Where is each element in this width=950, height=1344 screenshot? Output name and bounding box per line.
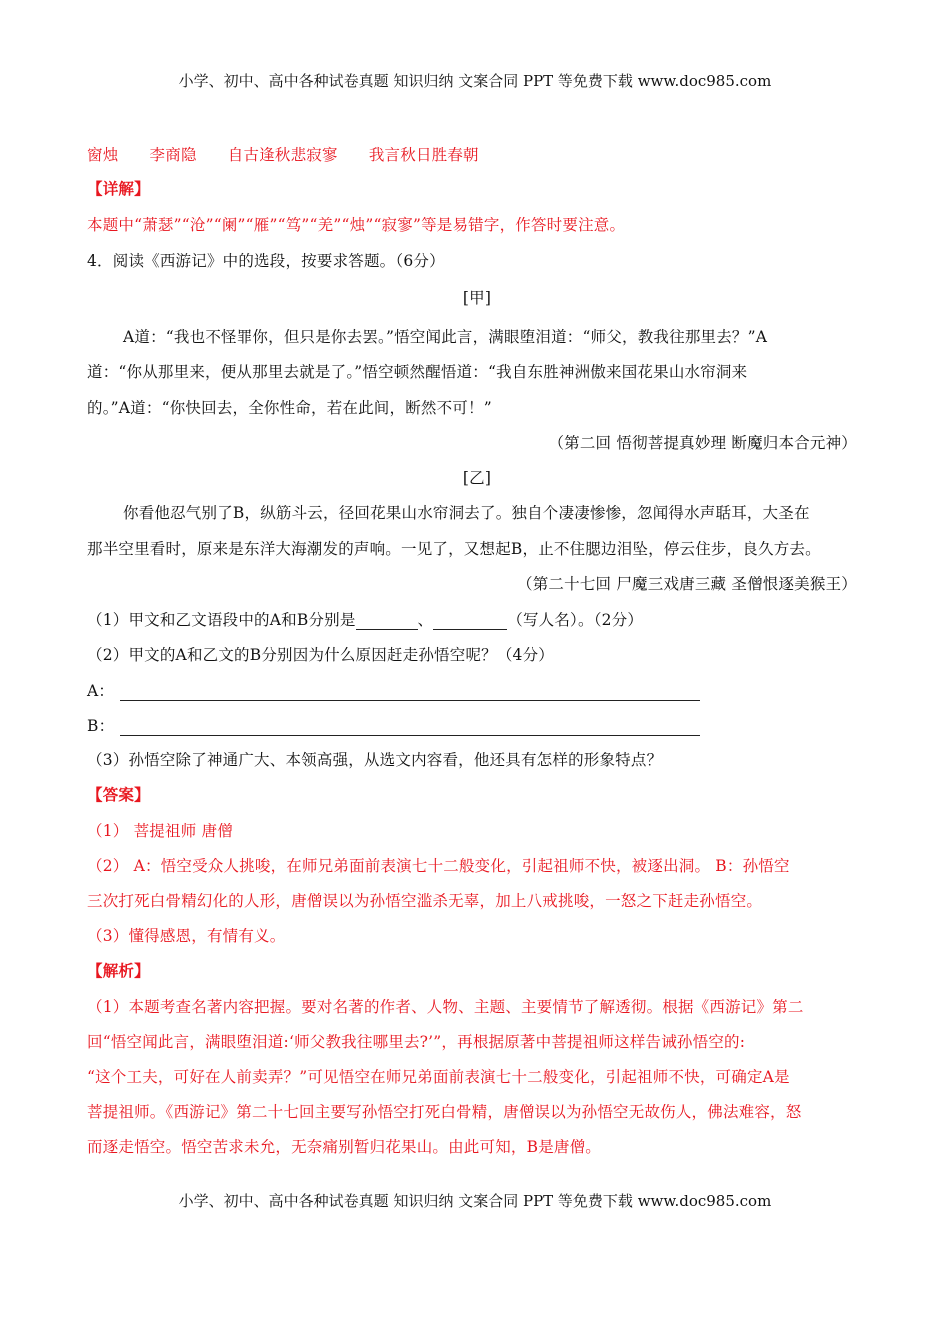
question-title: 4．阅读《西游记》中的选段，按要求答题。（6分）: [87, 252, 445, 270]
answer-label: 【答案】: [87, 785, 150, 804]
label-b: B：: [87, 717, 115, 735]
sub1-separator: 、: [417, 611, 434, 629]
analysis-line: “这个工夫，可好在人前卖弄？”可见悟空在师兄弟面前表演七十二般变化，引起祖师不快，可确定A是: [87, 1068, 790, 1086]
label-a: A：: [87, 682, 115, 700]
sub-question-3: （3）孙悟空除了神通广大、本领高强，从选文内容看，他还具有怎样的形象特点？: [87, 751, 663, 769]
answer-2-line: 三次打死白骨精幻化的人形，唐僧误以为孙悟空滥杀无辜，加上八戒挑唆，一怒之下赶走孙悟空。: [87, 892, 763, 910]
passage-a-line: A道：“我也不怪罪你，但只是你去罢。”悟空闻此言，满眼堕泪道：“师父，教我往那里去？”A: [123, 328, 768, 346]
passage-a-line: 的。”A道：“你快回去，全你性命，若在此间，断然不可！”: [87, 399, 492, 417]
sub1-prefix: （1）甲文和乙文语段中的A和B分别是: [87, 611, 356, 629]
analysis-line: 回“悟空闻此言，满眼堕泪道:‘师父教我往哪里去?’”，再根据原著中菩提祖师这样告诫孙悟空的:: [87, 1033, 746, 1051]
passage-b-source: （第二十七回 尸魔三戏唐三藏 圣僧恨逐美猴王）: [517, 575, 857, 593]
answer-line-b: [87, 714, 700, 736]
passage-b-line: 你看他忍气别了B，纵筋斗云，径回花果山水帘洞去了。独自个凄凄惨惨，忽闻得水声聒耳，大圣在: [123, 504, 810, 522]
answer-3: （3）懂得感恩，有情有义。: [87, 927, 286, 945]
sub-question-2: （2）甲文的A和乙文的B分别因为什么原因赶走孙悟空呢？（4分）: [87, 646, 555, 664]
detail-label: 【详解】: [87, 179, 150, 198]
passage-a-line: 道：“你从那里来，便从那里去就是了。”悟空顿然醒悟道：“我自东胜神洲傲来国花果山水帘洞来: [87, 363, 748, 381]
poem-line-1: 自古逢秋悲寂寥: [227, 146, 338, 164]
passage-a-label: [甲]: [462, 289, 492, 307]
poem-title: 窗烛: [87, 146, 119, 164]
answer-blank-a[interactable]: [356, 615, 418, 630]
answer-2-line: （2） A：悟空受众人挑唆，在师兄弟面前表演七十二般变化，引起祖师不快，被逐出洞。 B：孙悟空: [87, 857, 790, 875]
poem-author: 李商隐: [149, 146, 197, 164]
answer-blank-line-a[interactable]: [120, 686, 700, 701]
analysis-label: 【解析】: [87, 961, 150, 980]
analysis-line: 菩提祖师。《西游记》第二十七回主要写孙悟空打死白骨精，唐僧误以为孙悟空无故伤人，佛法难容，怒: [87, 1103, 802, 1121]
previous-answer-line: [87, 143, 479, 165]
passage-a-source: （第二回 悟彻菩提真妙理 断魔归本合元神）: [548, 434, 857, 452]
sub1-suffix: （写人名）。（2分）: [507, 611, 644, 629]
answer-blank-b[interactable]: [433, 615, 507, 630]
detail-text: 本题中“萧瑟”“沧”“阑”“雁”“笃”“羌”“烛”“寂寥”等是易错字，作答时要注意。: [87, 216, 626, 234]
poem-line-2: 我言秋日胜春朝: [368, 146, 479, 164]
answer-1: （1） 菩提祖师 唐僧: [87, 822, 233, 840]
passage-b-label: [乙]: [462, 469, 492, 487]
analysis-line: （1）本题考查名著内容把握。要对名著的作者、人物、主题、主要情节了解透彻。根据《西游记》第二: [87, 998, 804, 1016]
sub-question-1: [87, 608, 643, 630]
page-header: 小学、初中、高中各种试卷真题 知识归纳 文案合同 PPT 等免费下载 www.doc985.com: [178, 72, 772, 90]
answer-blank-line-b[interactable]: [120, 721, 700, 736]
analysis-line: 而逐走悟空。悟空苦求未允，无奈痛别暂归花果山。由此可知，B是唐僧。: [87, 1138, 601, 1156]
page-footer: 小学、初中、高中各种试卷真题 知识归纳 文案合同 PPT 等免费下载 www.doc985.com: [178, 1192, 772, 1210]
answer-line-a: [87, 679, 700, 701]
passage-b-line: 那半空里看时，原来是东洋大海潮发的声响。一见了，又想起B，止不住腮边泪坠，停云住步，良久方去。: [87, 540, 821, 558]
